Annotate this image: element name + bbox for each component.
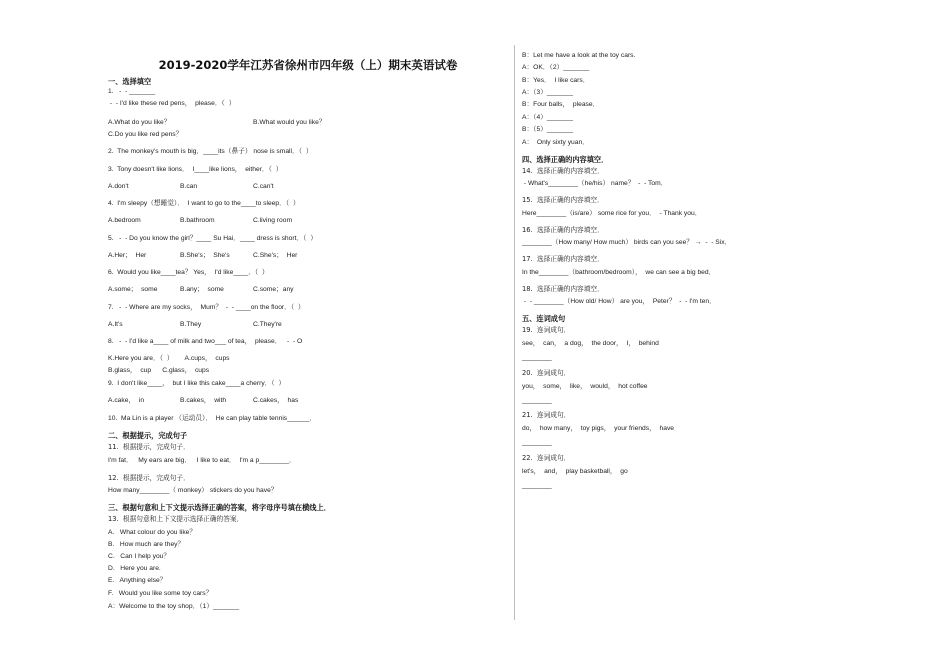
question-22-text: let's， and， play basketball， go (522, 468, 628, 475)
option-6c: C.some；any (253, 286, 294, 293)
dialog-line: B：Four balls， please． (522, 101, 600, 108)
question-4: 4. I'm sleepy（想睡觉）． I want to go to the____to sleep．（ ） (108, 200, 300, 207)
dialog-line: B：Let me have a look at the toy cars. (522, 52, 636, 59)
dialog-line: B：Yes． I like cars． (522, 77, 590, 84)
question-21-text: do， how many， toy pigs， your friends， have (522, 425, 675, 432)
question-14-text: - What's________（he/his） name？ - - Tom． (522, 180, 668, 187)
section-heading-5: 五、连词成句 (522, 314, 566, 323)
question-11-text: I'm fat． My ears are big． I like to eat． I'm a p________． (108, 457, 296, 464)
option-5c: C.She's； Her (253, 252, 298, 259)
option-3a: A.don't (108, 183, 129, 190)
dialog-line: B：（5）_______ (522, 126, 573, 133)
question-19-text: see， can， a dog， the door， I， behind (522, 340, 659, 347)
question-21: 21. 连词成句． (522, 411, 571, 419)
question-20: 20. 连词成句． (522, 369, 571, 377)
question-8: 8. - - I'd like a____ of milk and two___ of tea， please． - - O (108, 338, 303, 345)
question-8-line-3: B.glass， cup C.glass， cups (108, 367, 210, 374)
question-6: 6. Would you like____tea？ Yes， I'd like____．（ ） (108, 269, 269, 276)
answer-blank-21: ________ (522, 439, 552, 446)
question-17: 17. 选择正确的内容填空． (522, 255, 604, 263)
answer-blank-19: ________ (522, 354, 552, 361)
option-4b: B.bathroom (180, 217, 215, 224)
question-14: 14. 选择正确的内容填空． (522, 167, 604, 175)
question-11: 11. 根据提示，完成句子． (108, 443, 190, 451)
question-15: 15. 选择正确的内容填空． (522, 196, 604, 204)
question-7: 7. - - Where are my socks， Mum？ - - ____on the floor．（ ） (108, 304, 305, 311)
option-3c: C.can't (253, 183, 274, 190)
dialog-line: A：OK．（2）_______ (522, 64, 590, 71)
dialog-line: A：（4）_______ (522, 114, 573, 121)
dialog-line-1: A：Welcome to the toy shop．（1）_______ (108, 603, 240, 610)
question-18: 18. 选择正确的内容填空． (522, 285, 604, 293)
answer-blank-22: ________ (522, 482, 552, 489)
option-13e: E. Anything else？ (108, 577, 167, 584)
question-19: 19. 连词成句． (522, 326, 571, 334)
option-1c: C.Do you like red pens？ (108, 131, 183, 138)
question-15-text: Here________（is/are） some rice for you． - Thank you． (522, 210, 702, 217)
question-20-text: you， some， like， would， hot coffee (522, 383, 648, 390)
question-18-text: - - ________（How old/ How） are you， Peter？ - - I'm ten． (522, 298, 716, 305)
option-4a: A.bedroom (108, 217, 141, 224)
question-10: 10. Ma Lin is a player （运动员）． He can play table tennis______． (108, 415, 317, 422)
question-12-text: How many________（ monkey） stickers do you have？ (108, 487, 278, 494)
option-9c: C.cakes， has (253, 397, 299, 404)
question-16: 16. 选择正确的内容填空． (522, 226, 604, 234)
option-7a: A.It's (108, 321, 123, 328)
option-7b: B.They (180, 321, 202, 328)
option-5a: A.Her； Her (108, 252, 147, 259)
dialog-line: A：（3）_______ (522, 89, 573, 96)
section-heading-1: 一、选择填空 (108, 77, 152, 86)
option-1a: A.What do you like？ (108, 119, 171, 126)
option-13c: C. Can I help you？ (108, 553, 171, 560)
question-1: 1. - - _______ (108, 88, 156, 95)
option-7c: C.They're (253, 321, 282, 328)
column-divider (514, 45, 515, 620)
option-13d: D. Here you are. (108, 565, 161, 572)
section-heading-4: 四、选择正确的内容填空． (522, 155, 609, 164)
option-6a: A.some； some (108, 286, 158, 293)
question-17-text: In the________（bathroom/bedroom）， we can see a big bed． (522, 269, 716, 276)
question-1-text: - - I'd like these red pens， please．（ ） (108, 100, 236, 107)
answer-blank-20: ________ (522, 397, 552, 404)
question-8-line-2: K.Here you are．（ ） A.cups， cups (108, 355, 230, 362)
option-9b: B.cakes， with (180, 397, 227, 404)
option-1b: B.What would you like？ (253, 119, 326, 126)
option-13f: F. Would you like some toy cars？ (108, 590, 213, 597)
question-9: 9. I don't like____， but I like this cake____a cherry．（ ） (108, 380, 286, 387)
option-5b: B.She's； She's (180, 252, 230, 259)
option-6b: B.any； some (180, 286, 224, 293)
question-2: 2. The monkey's mouth is big．____its（鼻子） nose is small．（ ） (108, 148, 313, 155)
question-22: 22. 连词成句． (522, 454, 571, 462)
option-4c: C.living room (253, 217, 293, 224)
option-13b: B. How much are they？ (108, 541, 185, 548)
dialog-line: A： Only sixty yuan． (522, 139, 589, 146)
question-13: 13. 根据句意和上下文提示选择正确的答案． (108, 515, 244, 523)
section-heading-2: 二、根据提示，完成句子 (108, 431, 188, 440)
section-heading-3: 三、根据句意和上下文提示选择正确的答案，将字母序号填在横线上． (108, 503, 331, 512)
question-5: 5. - - Do you know the girl？____ Su Hai．____ dress is short．（ ） (108, 235, 317, 242)
question-16-text: ________（How many/ How much） birds can you see？ → - - Six． (522, 239, 732, 246)
option-9a: A.cake， in (108, 397, 145, 404)
exam-title: 2019-2020学年江苏省徐州市四年级（上）期末英语试卷 (158, 58, 458, 72)
question-3: 3. Tony doesn't like lions． I____like lions， either．（ ） (108, 166, 283, 173)
option-3b: B.can (180, 183, 198, 190)
question-12: 12. 根据提示，完成句子． (108, 474, 190, 482)
option-13a: A. What colour do you like？ (108, 529, 197, 536)
